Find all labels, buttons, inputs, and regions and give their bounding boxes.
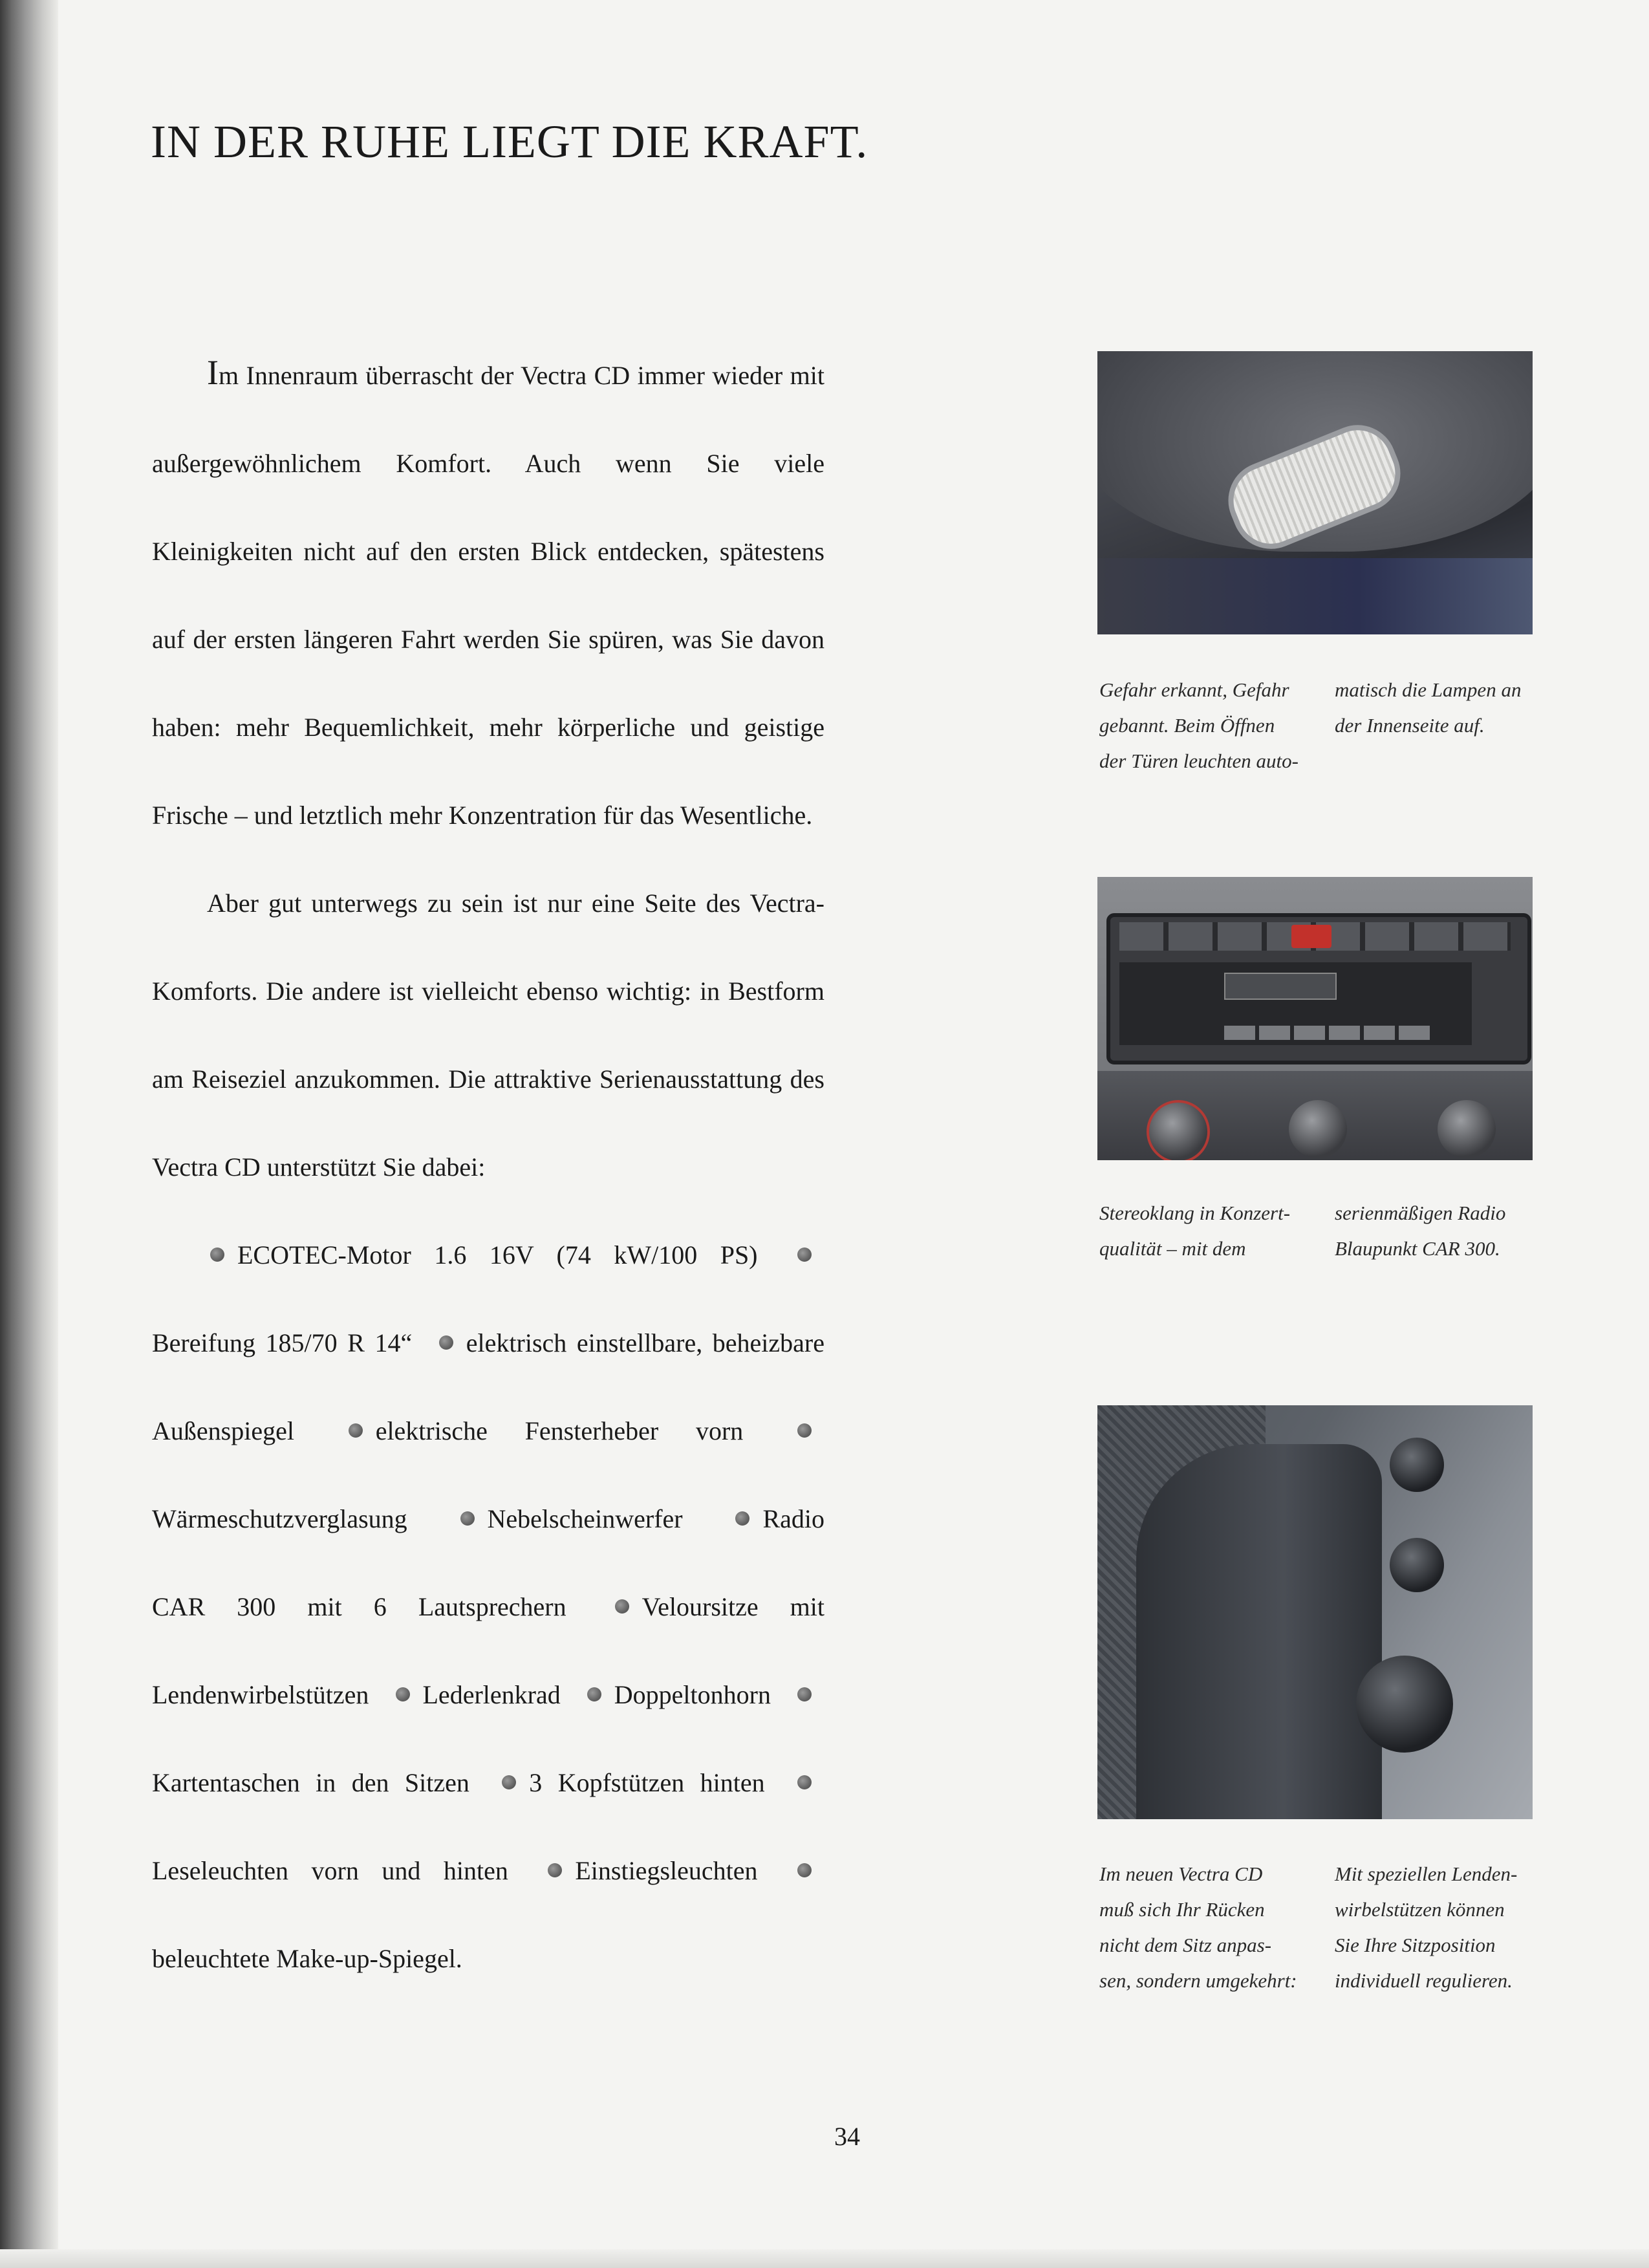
feature-text: Wärmeschutzverglasung xyxy=(152,1504,407,1533)
scan-binding-edge xyxy=(0,0,58,2268)
feature-text: 3 Kopfstützen hinten xyxy=(529,1768,765,1797)
photo-radio-console xyxy=(1097,877,1533,1160)
hazard-switch-icon xyxy=(1291,925,1331,948)
caption-radio-col2 xyxy=(1335,1195,1505,1266)
bullet-icon xyxy=(797,1775,812,1789)
caption-line: individuell regulieren. xyxy=(1335,1969,1513,1992)
feature-text: beleuchtete Make-up-Spiegel. xyxy=(152,1944,462,1973)
caption-line: Stereoklang in Konzert- xyxy=(1099,1202,1291,1224)
feature-item xyxy=(444,1504,683,1533)
radio-display xyxy=(1224,973,1337,1000)
page-title: IN DER RUHE LIEGT DIE KRAFT. xyxy=(151,116,868,167)
fan-knob-icon xyxy=(1289,1100,1347,1158)
feature-text: ECOTEC-Motor 1.6 16V (74 kW/100 PS) xyxy=(237,1240,758,1269)
feature-text: Lederlenkrad xyxy=(422,1680,561,1709)
page-number: 34 xyxy=(834,2122,860,2151)
caption-line: Im neuen Vectra CD xyxy=(1099,1863,1263,1885)
bullet-icon xyxy=(349,1423,363,1438)
interior-background xyxy=(1097,558,1533,634)
body-text xyxy=(152,329,824,2003)
bullet-icon xyxy=(797,1863,812,1877)
caption-line: qualität – mit dem xyxy=(1099,1237,1246,1260)
bullet-icon xyxy=(210,1247,224,1262)
bullet-icon xyxy=(735,1511,749,1526)
feature-text: Veloursitze mit Lendenwirbelstützen xyxy=(152,1592,825,1709)
temperature-knob-icon xyxy=(1147,1100,1210,1160)
photo-seat-adjusters xyxy=(1097,1405,1533,1819)
feature-item xyxy=(570,1680,771,1709)
seat-knob-icon xyxy=(1390,1538,1444,1592)
caption-line: Sie Ihre Sitzposition xyxy=(1335,1934,1496,1956)
bullet-icon xyxy=(396,1687,410,1701)
caption-line: gebannt. Beim Öffnen xyxy=(1099,714,1275,737)
feature-text: Kartentaschen in den Sitzen xyxy=(152,1768,469,1797)
feature-text: Einstiegsleuchten xyxy=(575,1856,758,1885)
caption-line: der Türen leuchten auto- xyxy=(1099,750,1299,772)
radio-preset-buttons xyxy=(1224,1026,1430,1040)
bullet-icon xyxy=(460,1511,475,1526)
caption-lamp-col2 xyxy=(1335,672,1521,743)
bullet-icon xyxy=(587,1687,601,1701)
caption-seat-col1 xyxy=(1099,1856,1297,1998)
lumbar-knob-icon xyxy=(1356,1656,1453,1753)
caption-line: der Innenseite auf. xyxy=(1335,714,1485,737)
dropcap-letter: I xyxy=(207,353,219,392)
feature-item xyxy=(379,1680,561,1709)
caption-line: wirbelstützen können xyxy=(1335,1898,1505,1921)
feature-text: elektrische Fensterheber vorn xyxy=(375,1416,744,1445)
bullet-icon xyxy=(439,1335,453,1350)
caption-line: nicht dem Sitz anpas- xyxy=(1099,1934,1272,1956)
air-direction-knob-icon xyxy=(1438,1100,1496,1158)
caption-line: muß sich Ihr Rücken xyxy=(1099,1898,1265,1921)
feature-item xyxy=(332,1416,744,1445)
caption-line: Blaupunkt CAR 300. xyxy=(1335,1237,1500,1260)
caption-line: Gefahr erkannt, Gefahr xyxy=(1099,678,1289,701)
bullet-icon xyxy=(797,1423,812,1438)
feature-text: elektrisch einstellbare, beheizbare Außenspiegel xyxy=(152,1328,824,1445)
feature-text: Radio CAR 300 mit 6 Lautsprechern xyxy=(152,1504,824,1621)
bullet-icon xyxy=(797,1687,812,1701)
feature-item xyxy=(531,1856,757,1885)
caption-line: sen, sondern umgekehrt: xyxy=(1099,1969,1297,1992)
caption-radio-col1 xyxy=(1099,1195,1290,1266)
feature-text: Bereifung 185/70 R 14“ xyxy=(152,1328,413,1357)
intro-text: m Innenraum überrascht der Vectra CD immer wieder mit außergewöhnlichem Komfort. Auch wenn Sie viele Kleinigkeiten nicht auf den ersten Blick entdecken, spätestens auf der ersten längeren Fahrt werden Sie spüren, was Sie davon haben: mehr Bequemlichkeit, mehr körperliche und geistige Frische – und letztlich mehr Konzentration für das Wesentliche. xyxy=(152,361,824,830)
intro-paragraph xyxy=(152,329,824,859)
feature-text: Nebelscheinwerfer xyxy=(487,1504,683,1533)
seat-knob-icon xyxy=(1390,1438,1444,1492)
bullet-icon xyxy=(548,1863,562,1877)
feature-text: Leseleuchten vorn und hinten xyxy=(152,1856,508,1885)
caption-line: Mit speziellen Lenden- xyxy=(1335,1863,1518,1885)
second-paragraph: Aber gut unterwegs zu sein ist nur eine Seite des Vectra-Komforts. Die andere ist vielleicht ebenso wichtig: in Bestform am Reiseziel anzukommen. Die attraktive Serienausstattung des Vectra CD unterstützt Sie dabei: xyxy=(152,889,824,1182)
bullet-icon xyxy=(502,1775,516,1789)
caption-line: matisch die Lampen an xyxy=(1335,678,1522,701)
seat-side-panel xyxy=(1136,1444,1382,1819)
feature-text: Doppeltonhorn xyxy=(614,1680,771,1709)
caption-line: serienmäßigen Radio xyxy=(1335,1202,1506,1224)
bullet-icon xyxy=(797,1247,812,1262)
photo-interior-lamp xyxy=(1097,351,1533,634)
feature-list xyxy=(152,1211,824,2003)
caption-seat-col2 xyxy=(1335,1856,1517,1998)
bullet-icon xyxy=(615,1599,629,1614)
feature-item xyxy=(485,1768,764,1797)
caption-lamp-col1 xyxy=(1099,672,1299,779)
scan-bottom-edge xyxy=(0,2249,1649,2268)
feature-item xyxy=(152,1240,758,1269)
